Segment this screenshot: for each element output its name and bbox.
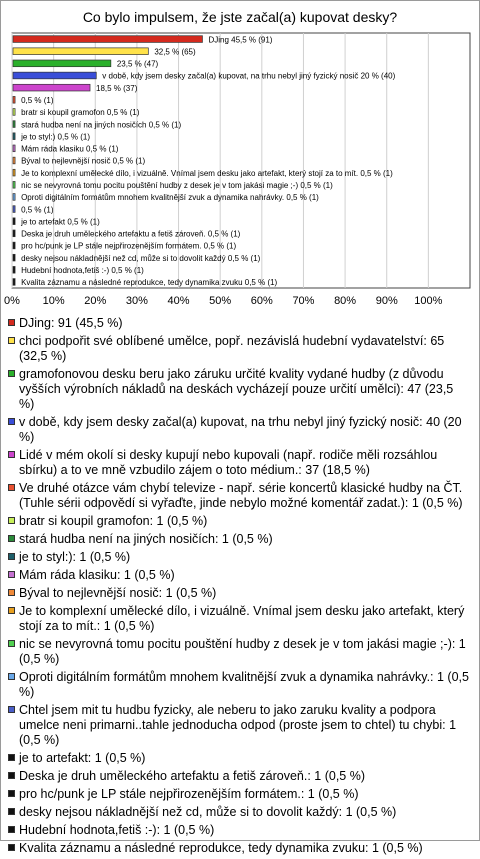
x-tick-label: 60% bbox=[250, 295, 273, 307]
x-tick-label: 10% bbox=[42, 295, 65, 307]
legend-item bbox=[8, 787, 470, 802]
bar-label: desky nejsou nákladnější než cd, může si to dovolit každý 0,5 % (1) bbox=[21, 253, 261, 263]
legend-label: Oproti digitálním formátům mnohem kvalitnější zvuk a dynamika nahrávky.: 1 (0,5 %) bbox=[19, 670, 469, 699]
legend-label: Hudební hodnota,fetiš :-): 1 (0,5 %) bbox=[19, 823, 215, 837]
x-tick-label: 20% bbox=[84, 295, 107, 307]
legend-swatch bbox=[8, 772, 15, 779]
x-tick-label: 0% bbox=[4, 295, 20, 307]
legend-label: Kvalita záznamu a následné reprodukce, tedy dynamika zvuku: 1 (0,5 %) bbox=[19, 841, 423, 855]
legend-item bbox=[8, 604, 470, 634]
legend-swatch bbox=[8, 754, 15, 761]
chart-legend bbox=[8, 316, 470, 859]
legend-swatch bbox=[8, 808, 15, 815]
bar bbox=[13, 230, 15, 237]
legend-item bbox=[8, 823, 470, 838]
bar bbox=[13, 133, 15, 140]
x-tick-label: 100% bbox=[414, 295, 443, 307]
legend-item bbox=[8, 448, 470, 478]
bar-label: Býval to nejlevnější nosič 0,5 % (1) bbox=[21, 156, 146, 166]
legend-swatch bbox=[8, 673, 15, 680]
legend-swatch bbox=[8, 589, 15, 596]
legend-swatch bbox=[8, 484, 15, 491]
legend-label: chci podpořit své oblíbené umělce, popř. nezávislá hudební vydavatelství: 65 (32,5 %) bbox=[19, 334, 445, 363]
bar-label: je to artefakt 0,5 % (1) bbox=[21, 217, 100, 227]
legend-label: Býval to nejlevnější nosič: 1 (0,5 %) bbox=[19, 586, 217, 600]
legend-label: Ve druhé otázce vám chybí televize - např. série koncertů klasické hudby na ČT. (Tuhle sérii odpovědí si vyřaďte, jinde nebylo možné komentář zadat.): 1 (0,5 %) bbox=[19, 481, 463, 510]
legend-label: bratr si koupil gramofon: 1 (0,5 %) bbox=[19, 514, 208, 528]
legend-swatch bbox=[8, 535, 15, 542]
bar-label: je to styl:) 0,5 % (1) bbox=[21, 132, 91, 142]
bar-label: 0,5 % (1) bbox=[21, 205, 54, 215]
bar-label: DJing 45,5 % (91) bbox=[208, 35, 273, 45]
bar-label: 0,5 % (1) bbox=[21, 95, 54, 105]
legend-item bbox=[8, 568, 470, 583]
legend-item bbox=[8, 769, 470, 784]
bar bbox=[13, 181, 15, 188]
x-tick-label: 80% bbox=[334, 295, 357, 307]
bar-chart bbox=[0, 0, 480, 312]
legend-label: gramofonovou desku beru jako záruku určité kvality vydané hudby (z důvodu vyšších výrobních nákladů na deskách vycházejí pouze určití umělci): 47 (23,5 %) bbox=[19, 367, 454, 411]
legend-swatch bbox=[8, 640, 15, 647]
bar-label: 18,5 % (37) bbox=[96, 83, 138, 93]
bar bbox=[13, 206, 15, 213]
legend-item bbox=[8, 532, 470, 547]
legend-swatch bbox=[8, 337, 15, 344]
bar bbox=[13, 194, 15, 201]
x-tick-label: 90% bbox=[375, 295, 398, 307]
chart-title: Co bylo impulsem, že jste začal(a) kupovat desky? bbox=[82, 9, 398, 25]
bar bbox=[13, 242, 15, 249]
legend-swatch bbox=[8, 826, 15, 833]
bar-label: Oproti digitálním formátům mnohem kvalitnější zvuk a dynamika nahrávky. 0,5 % (1) bbox=[21, 193, 319, 203]
legend-item bbox=[8, 670, 470, 700]
legend-swatch bbox=[8, 607, 15, 614]
legend-item bbox=[8, 334, 470, 364]
legend-label: stará hudba není na jiných nosičích: 1 (0,5 %) bbox=[19, 532, 273, 546]
x-tick-label: 30% bbox=[125, 295, 148, 307]
legend-item bbox=[8, 586, 470, 601]
bar bbox=[13, 169, 15, 176]
bar-label: 23,5 % (47) bbox=[116, 59, 159, 69]
legend-item bbox=[8, 751, 470, 766]
legend-label: Chtel jsem mit tu hudbu fyzicky, ale neberu to jako zaruku kvality a podpora umelce neni primarni..tahle jednoducha odpod (proste jsem to chtel) tu chybi: 1 (0,5 %) bbox=[19, 703, 457, 747]
bar bbox=[13, 109, 15, 116]
legend-swatch bbox=[8, 553, 15, 560]
legend-label: desky nejsou nákladnější než cd, může si to dovolit každý: 1 (0,5 %) bbox=[19, 805, 397, 819]
legend-item bbox=[8, 481, 470, 511]
bar bbox=[13, 145, 15, 152]
bar bbox=[13, 254, 15, 261]
bar bbox=[13, 84, 90, 91]
bar-label: bratr si koupil gramofon 0,5 % (1) bbox=[21, 108, 140, 118]
legend-item bbox=[8, 805, 470, 820]
legend-swatch bbox=[8, 844, 15, 851]
bar bbox=[13, 157, 15, 164]
bar bbox=[13, 96, 15, 103]
bar bbox=[13, 36, 202, 43]
legend-swatch bbox=[8, 790, 15, 797]
bar bbox=[13, 48, 148, 55]
legend-label: Lidé v mém okolí si desky kupují nebo kupovali (např. rodiče měli rozsáhlou sbírku) a to ve mně vzbudilo zájem o toto médium.: 37 (18,5 %) bbox=[19, 448, 438, 477]
legend-label: nic se nevyrovná tomu pocitu pouštění hudby z desek je v tom jakási magie ;-): 1 (0,5 %) bbox=[19, 637, 466, 666]
legend-label: Deska je druh uměleckého artefaktu a fetiš zároveň.: 1 (0,5 %) bbox=[19, 769, 366, 783]
legend-item bbox=[8, 367, 470, 412]
x-tick-label: 40% bbox=[167, 295, 190, 307]
bar-label: nic se nevyrovná tomu pocitu pouštění hudby z desek je v tom jakási magie ;-) 0,5 % (1) bbox=[21, 180, 333, 190]
bar bbox=[13, 218, 15, 225]
bar bbox=[13, 279, 15, 286]
legend-label: pro hc/punk je LP stále nejpřirozenějším formátem.: 1 (0,5 %) bbox=[19, 787, 359, 801]
legend-item bbox=[8, 637, 470, 667]
bar bbox=[13, 121, 15, 128]
legend-item bbox=[8, 703, 470, 748]
legend-item bbox=[8, 415, 470, 445]
bar bbox=[13, 72, 96, 79]
x-tick-label: 50% bbox=[209, 295, 232, 307]
legend-swatch bbox=[8, 418, 15, 425]
legend-item bbox=[8, 841, 470, 856]
legend-item bbox=[8, 316, 470, 331]
legend-item bbox=[8, 514, 470, 529]
legend-label: je to styl:): 1 (0,5 %) bbox=[19, 550, 131, 564]
legend-swatch bbox=[8, 517, 15, 524]
bar bbox=[13, 266, 15, 273]
legend-swatch bbox=[8, 571, 15, 578]
legend-item bbox=[8, 550, 470, 565]
bar-label: v době, kdy jsem desky začal(a) kupovat, na trhu nebyl jiný fyzický nosič 20 % (40) bbox=[102, 71, 396, 81]
bar-label: Hudební hodnota,fetiš :-) 0,5 % (1) bbox=[21, 265, 144, 275]
bar-label: Kvalita záznamu a následné reprodukce, tedy dynamika zvuku 0,5 % (1) bbox=[21, 278, 278, 288]
legend-label: Mám ráda klasiku: 1 (0,5 %) bbox=[19, 568, 175, 582]
x-tick-label: 70% bbox=[292, 295, 315, 307]
bar-label: 32,5 % (65) bbox=[154, 47, 196, 57]
legend-label: DJing: 91 (45,5 %) bbox=[19, 316, 123, 330]
bar-label: pro hc/punk je LP stále nejpřirozenějším formátem. 0,5 % (1) bbox=[21, 241, 237, 251]
legend-swatch bbox=[8, 706, 15, 713]
legend-swatch bbox=[8, 451, 15, 458]
bar-label: stará hudba není na jiných nosičích 0,5 % (1) bbox=[21, 120, 182, 130]
bar-label: Je to komplexní umělecké dílo, i vizuálně. Vnímal jsem desku jako artefakt, který stojí za to mít. 0,5 % (1) bbox=[21, 168, 393, 178]
bar-label: Mám ráda klasiku 0,5 % (1) bbox=[21, 144, 119, 154]
bar bbox=[13, 60, 111, 67]
legend-swatch bbox=[8, 370, 15, 377]
bar-label: Deska je druh uměleckého artefaktu a fetiš zároveň. 0,5 % (1) bbox=[21, 229, 241, 239]
legend-label: v době, kdy jsem desky začal(a) kupovat, na trhu nebyl jiný fyzický nosič: 40 (20 %) bbox=[19, 415, 462, 444]
legend-swatch bbox=[8, 319, 15, 326]
legend-label: Je to komplexní umělecké dílo, i vizuálně. Vnímal jsem desku jako artefakt, který stojí za to mít.: 1 (0,5 %) bbox=[19, 604, 465, 633]
legend-label: je to artefakt: 1 (0,5 %) bbox=[19, 751, 146, 765]
